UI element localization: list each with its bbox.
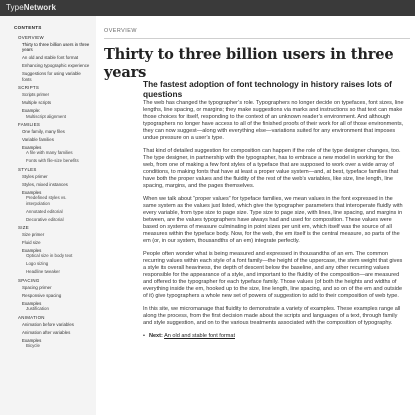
next-nav: [143, 333, 405, 340]
next-link[interactable]: An old and stable font format: [164, 333, 235, 339]
paragraph-3: When we talk about “proper values” for typeface families, we mean values in the font expressed in the same system as the values just listed, which give the typographer parameters that interoperate fluidly with every variable, from type size to page size. Type size to page size, with lines, line spacing, and margins in between, are the values typographers have always had and used for composition. These values were based on systems of measure culminating in point sizes per unit em, which itself was the source of all measures within the typeface body. Now, for the web, the em itself is the central measure, so parts of the em (or, in our system, thousandths of an em) integrate perfectly.: [143, 196, 403, 244]
paragraph-5: In this site, we micromanage that fluidity to demonstrate a variety of examples. These examples range all along the process, from the first decision made about the scripts and languages of a text, through family and style suggestion, and on to the various treatments associated with the composition of typography.: [143, 306, 401, 326]
sidebar-item[interactable]: Styles primer: [22, 173, 48, 179]
sidebar-example-item[interactable]: Annotated editorial: [26, 208, 63, 214]
brand-part2: Network: [23, 3, 57, 12]
top-bar: [0, 0, 415, 16]
sidebar-item[interactable]: Spacing primer: [22, 284, 52, 290]
sidebar-item[interactable]: Thirty to three billion users in three years: [22, 42, 90, 53]
section-label: OVERVIEW: [104, 28, 137, 34]
sidebar-examples-label: Examples: [22, 300, 42, 306]
sidebar-section-overview[interactable]: OVERVIEW: [18, 35, 44, 40]
paragraph-1: The web has changed the typographer’s role. Typographers no longer decide on typefaces, font sizes, line lengths, line spacing, or margins; they make suggestions via marks and instructions so that text can make those choices for itself, responding to the context of an unknown reader’s environment. And although typographers no longer have access to all of the finished proofs of their work for all of those environments, they can now suggest—along with everything else—variations suited for any environment that imposes undue pressure on a user’s type.: [143, 100, 404, 141]
sidebar-item[interactable]: Enhancing typographic experience: [22, 63, 90, 69]
next-label: Next:: [148, 333, 163, 339]
sidebar-item[interactable]: Responsive spacing: [22, 292, 62, 298]
page-title: Thirty to three billion users in three years: [104, 46, 394, 81]
sidebar-examples-label: Examples: [22, 337, 42, 343]
sidebar-example-item[interactable]: Multiscript alignment: [26, 113, 67, 119]
table-of-contents: [0, 16, 96, 349]
sidebar-item[interactable]: Scripts primer: [22, 92, 50, 98]
sidebar-example-item[interactable]: Logo sizing: [26, 261, 49, 267]
sidebar-item[interactable]: An old and stable font format: [22, 55, 79, 61]
sidebar-section-styles[interactable]: STYLES: [18, 166, 37, 172]
sidebar-item[interactable]: Multiple scripts: [22, 100, 52, 106]
sidebar-example-item[interactable]: Bicycle: [26, 343, 40, 349]
sidebar-section-spacing[interactable]: SPACING: [18, 277, 40, 283]
sidebar-example-item[interactable]: Predefined styles vs. interpolation: [26, 195, 67, 206]
sidebar-item[interactable]: Fluid size: [22, 240, 41, 246]
sidebar-item[interactable]: Suggestions for using variable fonts: [22, 71, 81, 82]
sidebar-item[interactable]: Size primer: [22, 232, 45, 238]
article-body: [143, 79, 405, 340]
main-content: [96, 16, 415, 415]
sidebar-item[interactable]: Variable families: [22, 137, 54, 143]
sidebar-item[interactable]: One family, many files: [22, 129, 65, 135]
sidebar-section-scripts[interactable]: SCRIPTS: [18, 85, 40, 91]
paragraph-4: People often wonder what is being measured and expressed in thousandths of an em. The common recurring values within each style of a font family—the height of the uppercase, the stem weight that gives a style its overall heaviness, the depth of descent below the baseline, and any other recurring values responsible for the appearance of a style, and important to the fluidity of the composition—are measured and offered to the typographer for each typeface family. Those values (of both the heights and widths of everything inside the em, hooked up to the size, line length, line spacing, and so on of the em and outside of it) give typographers a whole new set of powers of suggestion to add to their composition of web type.: [143, 251, 403, 299]
sidebar-item[interactable]: Animation after variables: [22, 329, 71, 335]
sidebar-example-item[interactable]: Fonts with file-size benefits: [26, 158, 79, 164]
sidebar-section-animation[interactable]: ANIMATION: [18, 314, 45, 320]
sidebar-examples-label: Example:: [22, 108, 41, 114]
paragraph-2: That kind of detailed suggestion for composition can happen if the role of the type designer changes, too. The type designer, in partnership with the typographer, has to embrace a new model in working for the web, from one of making a few font styles of a typeface that are supposed to work over a wide array of conditions, to making fonts that have at least a proper value system—and, at best, typeface families that have both the proper values and the fluidity of the rest of the web’s variables, like size, line length, line spacing, margins, and the pages themselves.: [143, 148, 401, 189]
sidebar: [0, 16, 96, 415]
sidebar-examples-label: Examples: [22, 145, 42, 151]
brand-part1: Type: [6, 3, 24, 12]
sidebar-example-item[interactable]: Optical size in body text: [26, 253, 73, 259]
divider: [104, 38, 410, 39]
brand-logo[interactable]: [6, 3, 56, 13]
sidebar-section-size[interactable]: SIZE: [18, 225, 29, 231]
bullet-icon: •: [143, 333, 145, 339]
sidebar-example-item[interactable]: Headline tweaker: [26, 269, 60, 275]
sidebar-examples-label: Examples: [22, 189, 42, 195]
sidebar-example-item[interactable]: Decorative editorial: [26, 216, 64, 222]
sidebar-item[interactable]: Styles, mixed instances: [22, 181, 68, 187]
article-subtitle: The fastest adoption of font technology in history raises lots of questions: [143, 79, 392, 99]
sidebar-example-item[interactable]: A file with many families: [26, 150, 73, 156]
sidebar-section-families[interactable]: FAMILIES: [18, 122, 41, 128]
sidebar-item[interactable]: Animation before variables: [22, 321, 74, 327]
sidebar-example-item[interactable]: Justification: [26, 306, 49, 312]
sidebar-examples-label: Examples: [22, 248, 42, 254]
toc-heading: CONTENTS: [14, 25, 42, 30]
